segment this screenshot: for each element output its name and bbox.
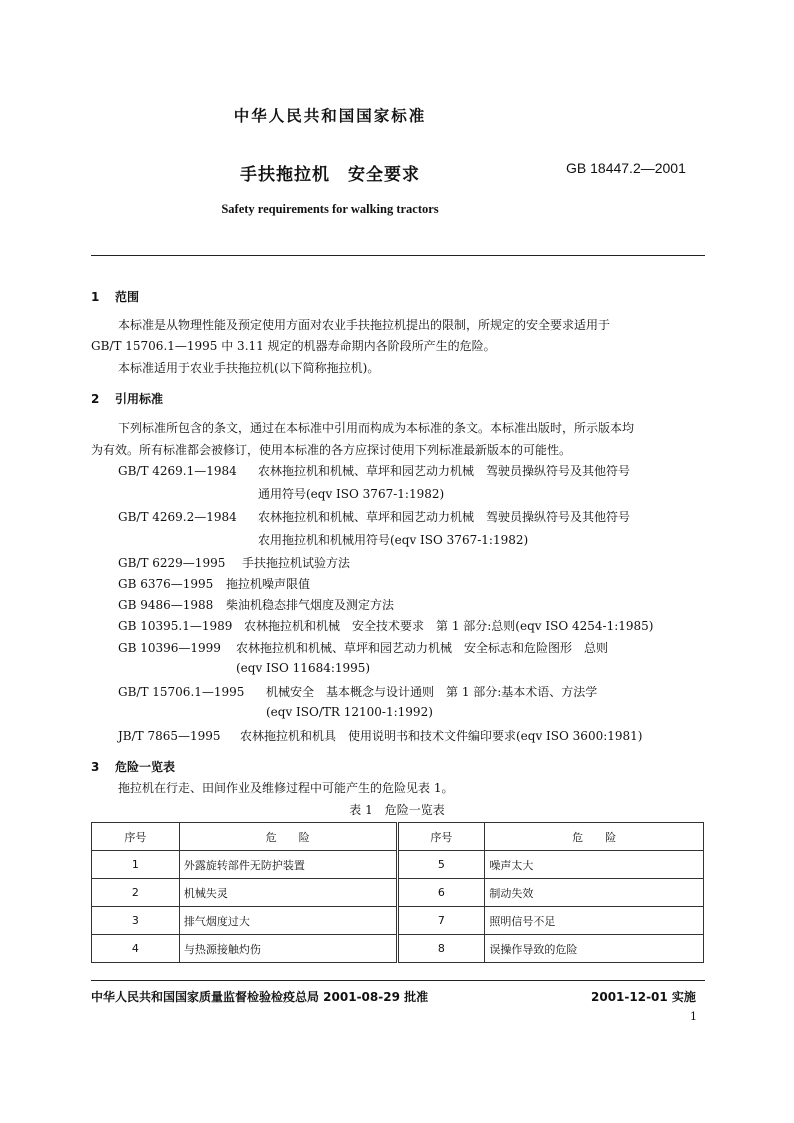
reference-item bbox=[118, 508, 630, 525]
cell-no: 8 bbox=[397, 935, 485, 963]
cell-no: 2 bbox=[92, 879, 180, 907]
section-1-heading bbox=[91, 288, 139, 305]
header-no: 序号 bbox=[92, 823, 180, 851]
reference-continuation: (eqv ISO/TR 12100-1:1992) bbox=[266, 705, 433, 719]
cell-no: 4 bbox=[92, 935, 180, 963]
table-row bbox=[92, 935, 704, 963]
header-divider bbox=[91, 255, 705, 256]
reference-code: GB/T 4269.1—1984 bbox=[118, 464, 237, 478]
footer-divider bbox=[91, 980, 705, 981]
cell-hazard: 噪声太大 bbox=[485, 851, 704, 879]
table-header-row bbox=[92, 823, 704, 851]
cell-hazard: 外露旋转部件无防护装置 bbox=[179, 851, 397, 879]
page-number: 1 bbox=[690, 1010, 697, 1023]
standard-code: GB 18447.2—2001 bbox=[566, 160, 686, 176]
reference-item bbox=[118, 727, 642, 744]
reference-text: 农林拖拉机和机械、草坪和园艺动力机械 安全标志和危险图形 总则 bbox=[236, 641, 609, 655]
section-1-para-1a: 本标准是从物理性能及预定使用方面对农业手扶拖拉机提出的限制，所规定的安全要求适用于 bbox=[118, 318, 611, 332]
section-1-para-2: 本标准适用于农业手扶拖拉机(以下简称拖拉机)。 bbox=[118, 361, 380, 375]
cell-hazard: 排气烟度过大 bbox=[179, 907, 397, 935]
section-number: 1 bbox=[91, 290, 100, 304]
cell-no: 5 bbox=[397, 851, 485, 879]
english-title: Safety requirements for walking tractors bbox=[221, 202, 439, 216]
reference-text: 农林拖拉机和机具 使用说明书和技术文件编印要求(eqv ISO 3600:1981) bbox=[240, 729, 643, 743]
reference-continuation: 通用符号(eqv ISO 3767-1:1982) bbox=[258, 487, 445, 501]
section-2-para-1b: 为有效。所有标准都会被修订，使用本标准的各方应探讨使用下列标准最新版本的可能性。 bbox=[91, 443, 572, 457]
reference-code: GB 6376—1995 bbox=[118, 577, 214, 591]
reference-code: GB 10396—1999 bbox=[118, 641, 221, 655]
section-number: 2 bbox=[91, 392, 100, 406]
document-title: 手扶拖拉机 安全要求 bbox=[240, 165, 420, 185]
section-number: 3 bbox=[91, 760, 100, 774]
section-3-para-1: 拖拉机在行走、田间作业及维修过程中可能产生的危险见表 1。 bbox=[118, 781, 454, 795]
approval-line: 中华人民共和国国家质量监督检验检疫总局 2001-08-29 批准 bbox=[91, 990, 429, 1004]
reference-continuation: 农用拖拉机和机械用符号(eqv ISO 3767-1:1982) bbox=[258, 533, 529, 547]
table-caption: 表 1 危险一览表 bbox=[349, 803, 445, 817]
reference-item bbox=[118, 639, 608, 656]
reference-text: 机械安全 基本概念与设计通则 第 1 部分:基本术语、方法学 bbox=[266, 685, 598, 699]
reference-continuation: (eqv ISO 11684:1995) bbox=[236, 661, 371, 675]
cell-no: 6 bbox=[397, 879, 485, 907]
reference-text: 农林拖拉机和机械、草坪和园艺动力机械 驾驶员操纵符号及其他符号 bbox=[258, 464, 631, 478]
reference-text: 拖拉机噪声限值 bbox=[226, 577, 311, 591]
section-2-heading bbox=[91, 390, 163, 407]
table-row bbox=[92, 879, 704, 907]
reference-code: GB 9486—1988 bbox=[118, 598, 214, 612]
reference-text: 农林拖拉机和机械、草坪和园艺动力机械 驾驶员操纵符号及其他符号 bbox=[258, 510, 631, 524]
reference-item bbox=[118, 575, 310, 592]
cell-no: 3 bbox=[92, 907, 180, 935]
reference-code: GB/T 15706.1—1995 bbox=[118, 685, 245, 699]
cell-no: 7 bbox=[397, 907, 485, 935]
section-3-heading bbox=[91, 758, 175, 775]
cell-hazard: 与热源接触灼伤 bbox=[179, 935, 397, 963]
table-row bbox=[92, 851, 704, 879]
section-title: 引用标准 bbox=[115, 392, 164, 406]
reference-code: GB/T 4269.2—1984 bbox=[118, 510, 237, 524]
reference-item bbox=[118, 596, 394, 613]
section-2-para-1a: 下列标准所包含的条文，通过在本标准中引用而构成为本标准的条文。本标准出版时，所示版本均 bbox=[118, 421, 635, 435]
reference-code: JB/T 7865—1995 bbox=[118, 729, 221, 743]
standard-organization: 中华人民共和国国家标准 bbox=[233, 107, 427, 125]
section-title: 范围 bbox=[115, 290, 140, 304]
cell-hazard: 照明信号不足 bbox=[485, 907, 704, 935]
header-no: 序号 bbox=[397, 823, 485, 851]
header-hazard: 危 险 bbox=[485, 823, 704, 851]
cell-no: 1 bbox=[92, 851, 180, 879]
cell-hazard: 制动失效 bbox=[485, 879, 704, 907]
reference-text: 农林拖拉机和机械 安全技术要求 第 1 部分:总则(eqv ISO 4254-1:1985) bbox=[244, 619, 654, 633]
cell-hazard: 误操作导致的危险 bbox=[485, 935, 704, 963]
reference-item bbox=[118, 554, 350, 571]
section-1-para-1b: GB/T 15706.1—1995 中 3.11 规定的机器寿命期内各阶段所产生的危险。 bbox=[91, 339, 496, 353]
reference-item bbox=[118, 462, 630, 479]
reference-code: GB/T 6229—1995 bbox=[118, 556, 226, 570]
reference-item bbox=[118, 617, 653, 634]
reference-text: 手扶拖拉机试验方法 bbox=[242, 556, 351, 570]
reference-text: 柴油机稳态排气烟度及测定方法 bbox=[226, 598, 395, 612]
hazard-table bbox=[91, 822, 704, 963]
reference-item bbox=[118, 683, 597, 700]
header-hazard: 危 险 bbox=[179, 823, 397, 851]
table-row bbox=[92, 907, 704, 935]
effective-date: 2001-12-01 实施 bbox=[591, 990, 696, 1004]
reference-code: GB 10395.1—1989 bbox=[118, 619, 233, 633]
cell-hazard: 机械失灵 bbox=[179, 879, 397, 907]
section-title: 危险一览表 bbox=[115, 760, 176, 774]
